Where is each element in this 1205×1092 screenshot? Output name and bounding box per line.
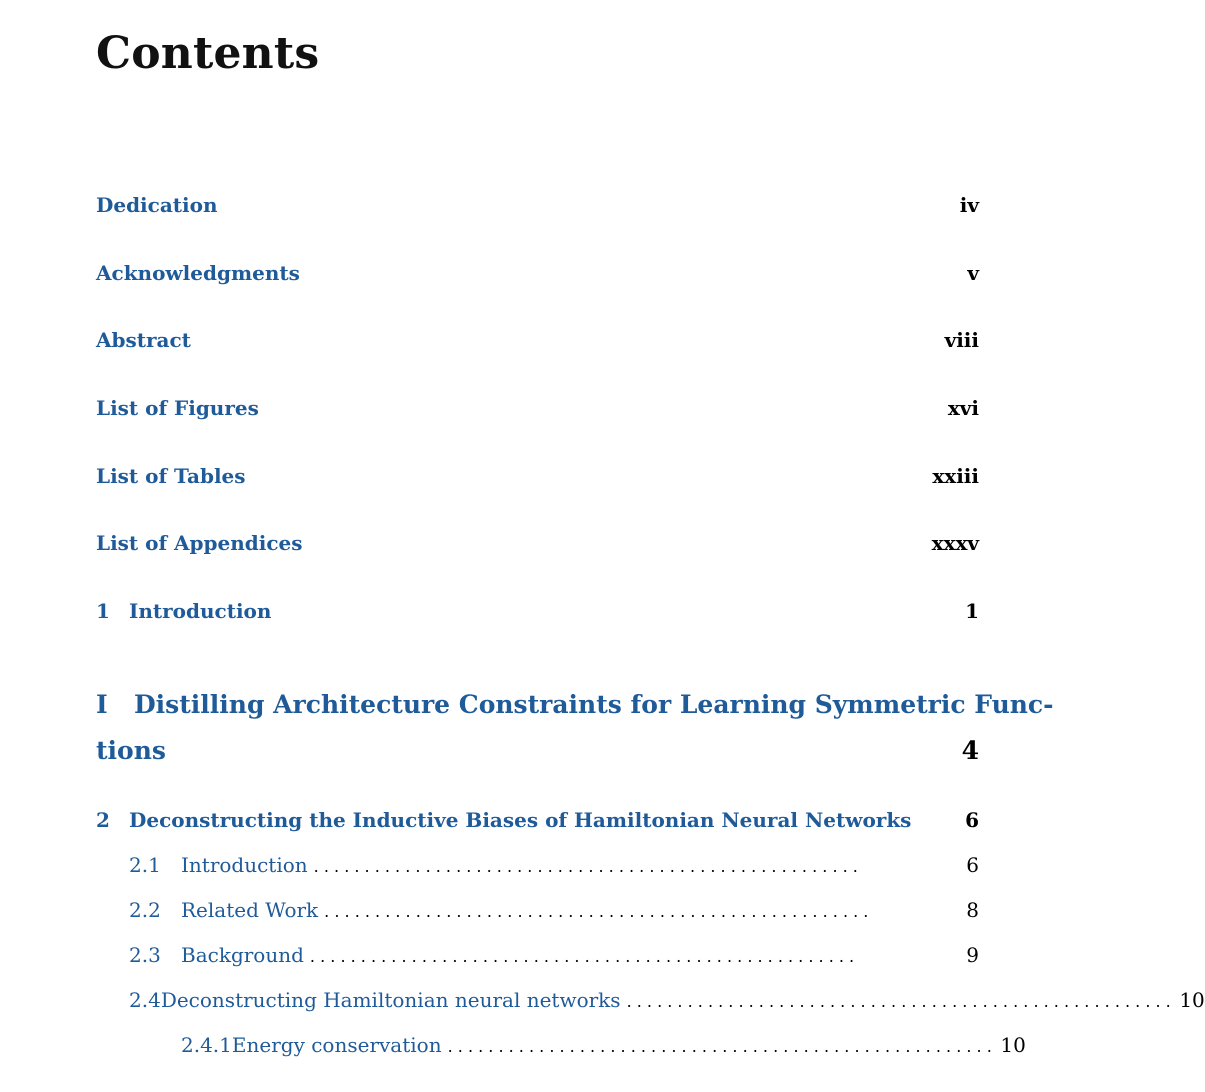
section-number[interactable]: 2.2 bbox=[129, 898, 161, 922]
toc-entry-label[interactable]: Acknowledgments bbox=[96, 261, 300, 285]
toc-entry-list-of-tables[interactable] bbox=[96, 464, 979, 488]
toc-entry-label[interactable]: Dedication bbox=[96, 193, 218, 217]
toc-page-number: xvi bbox=[947, 396, 979, 420]
section-number[interactable]: 2.1 bbox=[129, 853, 161, 877]
toc-page-number: v bbox=[967, 261, 979, 285]
chapter-title[interactable]: Introduction bbox=[129, 599, 272, 623]
toc-page-number: 6 bbox=[965, 808, 979, 832]
toc-page-number: 4 bbox=[961, 736, 979, 765]
toc-chapter-1[interactable] bbox=[96, 599, 979, 623]
toc-section-2-3[interactable] bbox=[129, 943, 979, 967]
toc-section-2-1[interactable] bbox=[129, 853, 979, 877]
toc-entry-label[interactable]: List of Figures bbox=[96, 396, 259, 420]
toc-part-1[interactable] bbox=[96, 690, 1054, 770]
subsection-number[interactable]: 2.4.1 bbox=[181, 1033, 232, 1057]
chapter-title[interactable]: Deconstructing the Inductive Biases of Hamiltonian Neural Networks bbox=[129, 808, 912, 832]
toc-entry-dedication[interactable] bbox=[96, 193, 979, 217]
part-number[interactable]: I bbox=[96, 690, 108, 719]
leader-dots: . . . . . . . . . . . . . . . . . . . . . . . . . . . . . . . . . . . . . . . . . . . . . . . . . . . . . . bbox=[324, 902, 869, 921]
toc-page-number: xxxv bbox=[931, 531, 979, 555]
toc-page-number: 8 bbox=[966, 898, 979, 922]
toc-page-number: xxiii bbox=[932, 464, 979, 488]
chapter-number[interactable]: 2 bbox=[96, 808, 110, 832]
toc-page-number: 9 bbox=[966, 943, 979, 967]
toc-entry-label[interactable]: List of Tables bbox=[96, 464, 246, 488]
section-number[interactable]: 2.3 bbox=[129, 943, 161, 967]
toc-page-number: iv bbox=[959, 193, 979, 217]
part-title-line-1[interactable] bbox=[96, 690, 1054, 719]
toc-page-number: 1 bbox=[965, 599, 979, 623]
toc-section-2-2[interactable] bbox=[129, 898, 979, 922]
toc-page-number: viii bbox=[944, 328, 979, 352]
toc-entry-abstract[interactable] bbox=[96, 328, 979, 352]
leader-dots: . . . . . . . . . . . . . . . . . . . . . . . . . . . . . . . . . . . . . . . . . . . . . . . . . . . . . . bbox=[447, 1037, 992, 1056]
leader-dots: . . . . . . . . . . . . . . . . . . . . . . . . . . . . . . . . . . . . . . . . . . . . . . . . . . . . . . bbox=[309, 947, 855, 966]
chapter-number[interactable]: 1 bbox=[96, 599, 110, 623]
part-title-line-2[interactable]: tions bbox=[96, 736, 166, 765]
toc-entry-label[interactable]: Abstract bbox=[96, 328, 191, 352]
toc-section-2-4[interactable] bbox=[129, 988, 1205, 1012]
toc-entry-label[interactable]: List of Appendices bbox=[96, 531, 303, 555]
toc-page-number: 10 bbox=[1179, 988, 1205, 1012]
toc-page-number: 6 bbox=[966, 853, 979, 877]
toc-entry-list-of-appendices[interactable] bbox=[96, 531, 979, 555]
page-title: Contents bbox=[96, 28, 320, 79]
toc-entry-list-of-figures[interactable] bbox=[96, 396, 979, 420]
leader-dots: . . . . . . . . . . . . . . . . . . . . . . . . . . . . . . . . . . . . . . . . . . . . . . . . . . . . . . bbox=[313, 857, 858, 876]
section-title[interactable]: Introduction bbox=[181, 853, 308, 877]
section-number[interactable]: 2.4 bbox=[129, 988, 161, 1012]
section-title[interactable]: Related Work bbox=[181, 898, 319, 922]
section-title[interactable]: Background bbox=[181, 943, 304, 967]
leader-dots: . . . . . . . . . . . . . . . . . . . . . . . . . . . . . . . . . . . . . . . . . . . . . . . . . . . . . . bbox=[626, 992, 1171, 1011]
toc-chapter-2[interactable] bbox=[96, 808, 979, 832]
toc-entry-acknowledgments[interactable] bbox=[96, 261, 979, 285]
part-title[interactable]: Distilling Architecture Constraints for Learning Symmetric Func- bbox=[134, 690, 1054, 719]
subsection-title[interactable]: Energy conservation bbox=[231, 1033, 442, 1057]
section-title[interactable]: Deconstructing Hamiltonian neural networks bbox=[160, 988, 621, 1012]
toc-subsection-2-4-1[interactable] bbox=[181, 1033, 1026, 1057]
toc-page-number: 10 bbox=[1000, 1033, 1026, 1057]
